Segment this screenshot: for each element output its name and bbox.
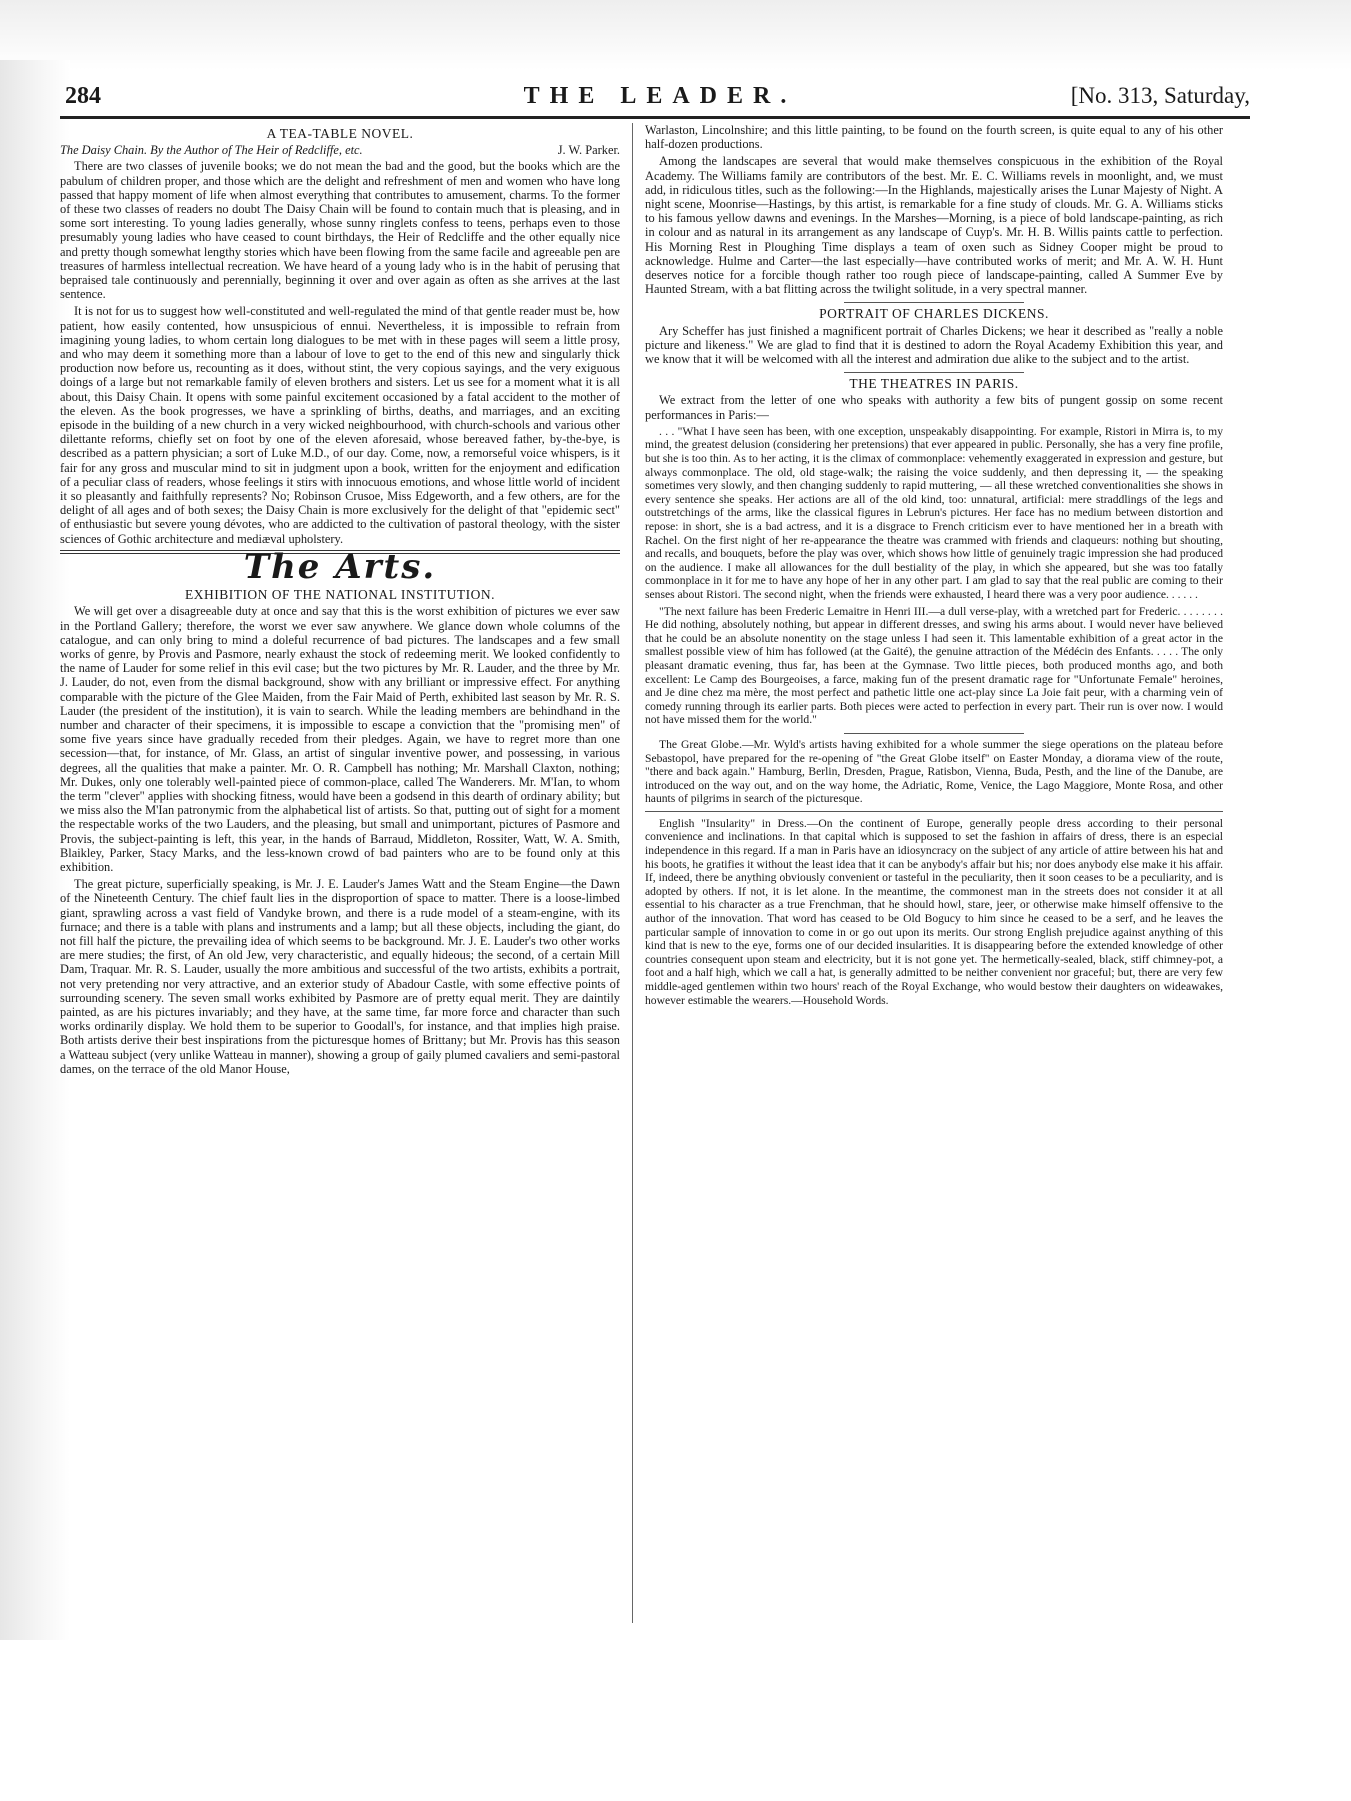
right-column: [645, 123, 1223, 1623]
exhibition-heading: EXHIBITION OF THE NATIONAL INSTITUTION.: [184, 587, 496, 603]
insularity-paragraph: English "Insularity" in Dress.—On the continent of Europe, generally people dress according to their personal convenience and inclinations. In that capital which is supposed to set the fashion in affairs of dress, there is an especial independence in this regard. If a man in Paris have an idiosyncracy on the subject of any article of attire between his hat and his boots, he gratifies it without the least idea that it can be anybody's affair but his; nor does anybody else make it his affair. If, indeed, there be anything obviously convenient or tasteful in the peculiarity, then it soon ceases to be a peculiarity, and is adopted by others. If not, it is let alone. In the meantime, the commonest man in the streets does not consider it at all essential to his character as a true Frenchman, that he should howl, stare, jeer, or otherwise make himself offensive to the author of the innovation. That word has ceased to be Old Bogucy to him since he ceased to be a serf, and he leaves the particular sample of innovation to come in or go out upon its merits. Our strong English prejudice against anything of this kind that is new to the eye, forms one of our decided insularities. It is disappearing before the extended knowledge of other countries consequent upon steam and electricity, but it is not gone yet. The hermetically-sealed, black, stiff chimney-pot, a foot and a half high, which we call a hat, is generally admitted to be neither convenient nor graceful; but, there are very few middle-aged gentlemen within two hours' reach of the Royal Exchange, who would bestow their daughters on wideawakes, however estimable the wearers.—Household Words.: [645, 816, 1223, 1007]
novel-heading: A TEA-TABLE NOVEL.: [266, 126, 414, 141]
theatres-quote-2: "The next failure has been Frederic Lemaitre in Henri III.—a dull verse-play, with a wretched part for Frederic. . . . . . . . He did nothing, absolutely nothing, but appear in different dresses, and swing his arms about. I would never have believed that he could be an absolute nonentity on the stage unless I had seen it. This lamentable exhibition of a great actor in the smallest possible view of him has followed (at the Gaité), the genuine attraction of the Médécin des Enfants. . . . . The only pleasant dramatic evening, thus far, has been at the Gymnase. Two little pieces, both produced months ago, and both excellent: Le Camp des Bourgeoises, a farce, making fun of the present dramatic rage for "Unfortunate Female" heroines, and Je dine chez ma mère, the most perfect and pathetic little one act-play since La Joie fait peur, with a charming vein of comedy running through its earlier parts. Both pieces were acted to perfection in every part. Their run is over now. I would not have missed them for the world.": [645, 604, 1223, 727]
separator: [844, 372, 1024, 373]
publication-title: THE LEADER.: [523, 83, 797, 109]
left-column: [60, 123, 620, 1623]
scan-shadow-top: [0, 0, 1351, 70]
header-rule: [60, 116, 1250, 119]
exhibition-paragraph-1: We will get over a disagreeable duty at once and say that this is the worst exhibition of pictures we ever saw in the Portland Gallery; therefore, the worst we ever saw anywhere. We glance down whole columns of the catalogue, and can only bring to mind a doleful recurrence of bad pictures. The landscapes and a few small works of genre, by Provis and Pasmore, nearly exhaust the stock of redeeming merit. We looked confidently to the name of Lauder for some relief in this evil case; but the two pictures by Mr. R. Lauder, and the three by Mr. J. Lauder, do not, even from the dismal background, show with any brilliant or impressive effect. For anything comparable with the picture of the Glee Maiden, from the Fair Maid of Perth, exhibited last season by Mr. R. S. Lauder (the president of the institution), it is vain to search. While the leading members are behindhand in the number and character of their specimens, it is impossible to escape a conviction that the "promising men" of some five years since have gradually receded from their pledges. Again, we have to regret more than one secession—that, for instance, of Mr. Glass, an artist of singular inventive power, and possessing, in various degrees, all the qualities that make a painter. Mr. O. R. Campbell has nothing; Mr. Marshall Claxton, nothing; Mr. Dukes, only one tolerably well-painted piece of common-place, called The Wanderers. Mr. M'Ian, to whom the term "clever" applies with shocking fitness, would have been a godsend in this dearth of ordinary ability; but we miss also the M'Ian patronymic from the alphabetical list of artists. So that, putting out of sight for a moment the respectable works of the two Lauders, and the pleasing, but small and unimportant, pictures of Pasmore and Provis, the subject-painting is left, this year, in the hands of Barraud, Middleton, Rossiter, Watt, W. A. Smith, Blaikley, Parker, Stacy Marks, and the less-known crowd of bad painters who are to be found only at this exhibition.: [60, 604, 620, 874]
landscapes-paragraph: Among the landscapes are several that would make themselves conspicuous in the exhibition of the Royal Academy. The Williams family are contributors of the best. Mr. E. C. Williams revels in moonlight, and, we must add, in ridiculous titles, such as the following:—In the Highlands, majestically arises the Lunar Majesty of Night. A night scene, Moonrise—Hastings, by this artist, is remarkable for a fine study of clouds. Mr. G. A. Williams sticks to his famous yellow dawns and evenings. In the Marshes—Morning, is a piece of bold landscape-painting, as rich in colour and as natural in its arrangement as any landscape of Cuyp's. Mr. H. B. Willis paints cattle to perfection. His Morning Rest in Ploughing Time displays a team of oxen such as Sidney Cooper might be proud to acknowledge. Hulme and Carter—the last especially—have contributed works of merit; and Mr. A. W. H. Hunt deserves notice for a forcible though rather too rough piece of landscape-painting, called A Summer Eve by Haunted Stream, with a bat flitting across the twilight solitude, in a very spectral manner.: [645, 154, 1223, 297]
arts-section-title: The Arts.: [243, 546, 437, 587]
novel-paragraph-2: It is not for us to suggest how well-constituted and well-regulated the mind of that gentle reader must be, how patient, how easily contented, how unsuspicious of ennui. Nevertheless, it is impossible to refrain from imagining young ladies, to whom certain long dialogues to be met with in these pages will seem a little prosy, and who may deem it something more than a labour of love to get to the end of this new and singularly thick production now before us, recounting as it does, without stint, the very copious sayings, and the very exiguous doings of a large but not remarkable family of eleven brothers and sisters. Let us see for a moment what it is all about, this Daisy Chain. It opens with some painful excitement occasioned by a fatal accident to the mother of the eleven. As the book progresses, we have a sprinkling of births, deaths, and marriages, and an exciting episode in the building of a new church in a very wicked neighbourhood, with church-schools and various other dilettante reforms, chiefly set on foot by one of the eleven aforesaid, whose bereaved father, by-the-bye, is described as a pattern physician; a sort of Luke M.D., of our day. Come, now, a remorseful voice whispers, is it fair for any gross and muscular mind to sit in judgment upon a book, written for the enjoyment and edification of a peculiar class of readers, whose feelings it stirs with innocuous emotions, and whose little world of incident it so pleasantly and faithfully represents? No; Robinson Crusoe, Miss Edgeworth, and a few others, are for the delight of all ages and of both sexes; the Daisy Chain is more exclusively for the delight of that "epidemic sect" of enthusiastic but severe young dévotes, who are addicted to the cultivation of pastoral theology, with the sister sciences of Gothic architecture and mediæval upholstery.: [60, 304, 620, 546]
page-header: [60, 75, 1250, 115]
great-globe-paragraph: The Great Globe.—Mr. Wyld's artists having exhibited for a whole summer the siege operations on the plateau before Sebastopol, have prepared for the re-opening of "the Great Globe itself" on Easter Monday, a diorama view of the route, "there and back again." Hamburg, Berlin, Dresden, Prague, Ratisbon, Vienna, Buda, Pesth, and the line of the Danube, are introduced on the way out, and on the way home, the Adriatic, Rome, Venice, the Lago Maggiore, Monte Rosa, and other haunts of pilgrims in search of the picturesque.: [645, 737, 1223, 806]
theatres-quote-1: . . . "What I have seen has been, with one exception, unspeakably disappointing. For example, Ristori in Mirra is, to my mind, the greatest delusion (considering her pretensions) that ever appeared in public. Personally, she has a very fine profile, but she is too thin. As to her acting, it is the climax of commonplace: vehemently exaggerated in expression and gesture, but always commonplace. The old, old stage-walk; the raising the voice suddenly, and then depressing it, — the speaking sometimes very slowly, and then changing suddenly to rapid muttering, — all these wretched conventionalities she shows in every sentence she speaks. Her actions are all of the old kind, too: unnatural, artificial: mere straddlings of the legs and outstretchings of the arms, like the classical figures in Lebrun's pictures. Her face has no medium between distortion and repose: in short, she is a bad actress, and it is a disgrace to French criticism ever to have mentioned her in a breath with Rachel. On the first night of her re-appearance the theatre was crammed with friends and claqueurs: nothing but shouting, and recalls, and bouquets, before the play was over, which shows how little of genuinely tragic impression she had produced on the audience. I make all allowances for the dull bestiality of the play, in which she appeared, but she was too fatally commonplace in it for me to have any hope of her in any other part. I am glad to say that the real public are coming to their senses about Ristori. The second night, when the friends were exhausted, I heard there was a very poor audience. . . . . .: [645, 424, 1223, 601]
separator: [844, 733, 1024, 734]
theatres-intro: We extract from the letter of one who speaks with authority a few bits of pungent gossip on some recent performances in Paris:—: [645, 393, 1223, 422]
newspaper-page: [60, 75, 1250, 1635]
exhibition-paragraph-2: The great picture, superficially speaking, is Mr. J. E. Lauder's James Watt and the Steam Engine—the Dawn of the Nineteenth Century. The chief fault lies in the disproportion of space to matter. There is a loose-limbed giant, sprawling across a vast field of Vandyke brown, and there is a rude model of a steam-engine, with its furnace; and there is a table with plans and instruments and a lamp; but all these objects, including the giant, do not fill half the picture, the prevailing idea of which seems to be background. Mr. J. E. Lauder's two other works are mere studies; the first, of An old Jew, very characteristic, and equally hideous; the second, of a certain Mill Dam, Traquar. Mr. R. S. Lauder, usually the more ambitious and successful of the two artists, exhibits a portrait, not very pretending nor very attractive, and an exterior study of Abadour Castle, with some effective points of surrounding scenery. The seven small works exhibited by Pasmore are of pretty equal merit. They are daintily painted, as are his pictures invariably; and they have, at the same time, far more force and character than such works ordinarily display. We hold them to be superior to Goodall's, for instance, and that implies high praise. Both artists derive their best inspirations from the picturesque homes of Brittany; but Mr. Provis has this season a Watteau subject (very unlike Watteau in manner), showing a group of gaily plumed cavaliers and semi-pastoral dames, on the terrace of the old Manor House,: [60, 877, 620, 1076]
issue-info: [No. 313, Saturday,: [1070, 83, 1250, 108]
separator: [645, 811, 1223, 812]
theatres-heading: THE THEATRES IN PARIS.: [849, 376, 1019, 392]
exhibition-continued-paragraph: Warlaston, Lincolnshire; and this little painting, to be found on the fourth screen, is quite equal to any of his other half-dozen productions.: [645, 123, 1223, 152]
novel-paragraph-1: There are two classes of juvenile books; we do not mean the bad and the good, but the books which are the pabulum of children proper, and those which are the delight and refreshment of men and women who have long passed that happy moment of life when almost everything that contributes to amusement, charms. To the former of these two classes of readers no doubt The Daisy Chain will be found to contain much that is pleasing, and in some sort interesting. To young ladies generally, whose sunny ringlets confess to teens, perhaps even to those presumably young ladies who have ceased to count birthdays, the Heir of Redcliffe and the other equally nice and pretty though somewhat lengthy stories which have been flowing from the same facile and agreeable pen are treasures of harmless intellectual recreation. We have heard of a young lady who is in the habit of perusing that bepraised tale continuously and perennially, beginning it over and over again as often as she arrives at the last sentence.: [60, 159, 620, 302]
novel-byline: [60, 143, 620, 157]
column-divider: [632, 123, 633, 1623]
novel-byline-title: The Daisy Chain. By the Author of The Heir of Redcliffe, etc.: [60, 143, 363, 158]
novel-byline-publisher: J. W. Parker.: [557, 143, 620, 158]
dickens-paragraph: Ary Scheffer has just finished a magnificent portrait of Charles Dickens; we hear it described as "really a noble picture and likeness." We are glad to find that it is destined to adorn the Royal Academy Exhibition this year, and we know that it will be welcomed with all the interest and admiration due alike to the subject and to the artist.: [645, 323, 1223, 367]
separator: [844, 302, 1024, 303]
page-number: 284: [65, 83, 101, 109]
dickens-heading: PORTRAIT OF CHARLES DICKENS.: [819, 306, 1049, 322]
